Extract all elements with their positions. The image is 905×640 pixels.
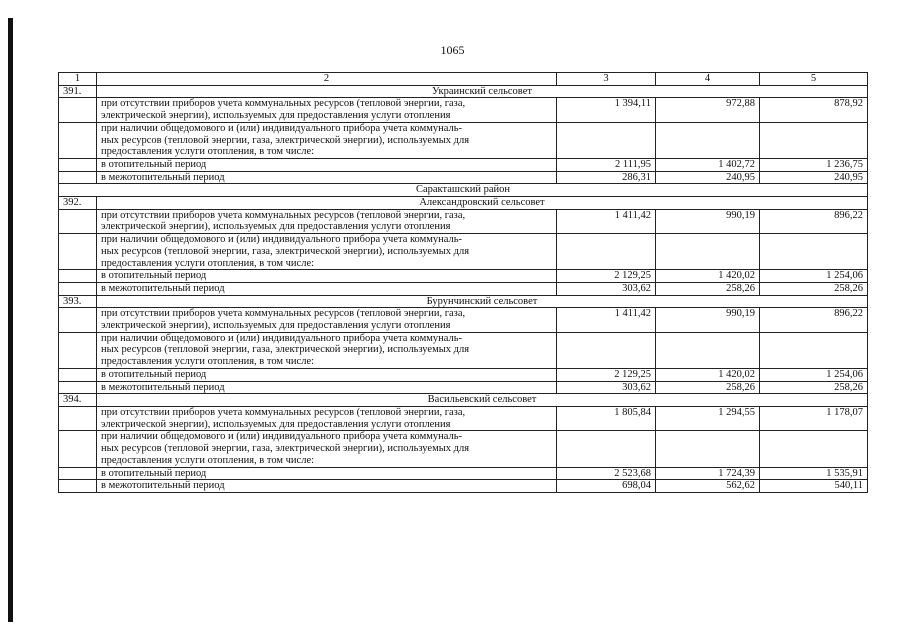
description-line: ных ресурсов (тепловой энергии, газа, электрической энергии), используемых для (101, 245, 470, 257)
value-col-5: 1 236,75 (760, 158, 868, 171)
empty-number-cell (59, 282, 97, 295)
description-line: в межотопительный период (101, 171, 225, 183)
value-col-3: 698,04 (557, 480, 656, 493)
table-row (59, 282, 868, 295)
description-line: при отсутствии приборов учета коммунальных ресурсов (тепловой энергии, газа, (101, 209, 466, 221)
description-line: в межотопительный период (101, 480, 225, 492)
empty-number-cell (59, 158, 97, 171)
empty-number-cell (59, 431, 97, 467)
header-col-2: 2 (97, 73, 557, 86)
value-col-5: 1 178,07 (760, 406, 868, 430)
value-col-5: 1 535,91 (760, 467, 868, 480)
table-row (59, 381, 868, 394)
region-name: Саракташский район (59, 184, 868, 197)
empty-number-cell (59, 480, 97, 493)
value-col-4: 1 420,02 (656, 368, 760, 381)
value-col-3: 2 111,95 (557, 158, 656, 171)
value-col-5 (760, 122, 868, 158)
description-line: при наличии общедомового и (или) индивидуального прибора учета коммуналь- (101, 234, 463, 246)
value-col-3: 286,31 (557, 171, 656, 184)
value-col-4 (656, 332, 760, 368)
empty-number-cell (59, 467, 97, 480)
row-description (97, 122, 557, 158)
empty-number-cell (59, 234, 97, 270)
settlement-name: Украинский сельсовет (97, 85, 868, 98)
header-col-4: 4 (656, 73, 760, 86)
table-row (59, 234, 868, 270)
empty-number-cell (59, 368, 97, 381)
value-col-4: 1 294,55 (656, 406, 760, 430)
value-col-5 (760, 234, 868, 270)
value-col-5: 878,92 (760, 98, 868, 122)
description-line: при наличии общедомового и (или) индивидуального прибора учета коммуналь- (101, 431, 463, 443)
value-col-3 (557, 234, 656, 270)
header-col-3: 3 (557, 73, 656, 86)
settlement-name: Васильевский сельсовет (97, 394, 868, 407)
description-line: при отсутствии приборов учета коммунальных ресурсов (тепловой энергии, газа, (101, 308, 466, 320)
table-row (59, 406, 868, 430)
empty-number-cell (59, 270, 97, 283)
description-line: ных ресурсов (тепловой энергии, газа, электрической энергии), используемых для (101, 134, 470, 146)
value-col-4: 1 420,02 (656, 270, 760, 283)
value-col-3: 303,62 (557, 282, 656, 295)
value-col-5: 1 254,06 (760, 270, 868, 283)
value-col-4 (656, 431, 760, 467)
value-col-3 (557, 122, 656, 158)
description-line: ных ресурсов (тепловой энергии, газа, электрической энергии), используемых для (101, 443, 470, 455)
value-col-5: 896,22 (760, 209, 868, 233)
description-line: предоставления услуги отопления, в том числе: (101, 146, 315, 158)
row-description (97, 480, 557, 493)
empty-number-cell (59, 122, 97, 158)
description-line: предоставления услуги отопления, в том числе: (101, 257, 315, 269)
description-line: при наличии общедомового и (или) индивидуального прибора учета коммуналь- (101, 122, 463, 134)
description-line: в межотопительный период (101, 381, 225, 393)
value-col-4: 990,19 (656, 209, 760, 233)
table-row (59, 467, 868, 480)
empty-number-cell (59, 308, 97, 332)
empty-number-cell (59, 171, 97, 184)
value-col-4: 1 402,72 (656, 158, 760, 171)
description-line: предоставления услуги отопления, в том числе: (101, 356, 315, 368)
value-col-4: 258,26 (656, 381, 760, 394)
table-row (59, 332, 868, 368)
scan-edge-bar (8, 18, 13, 622)
value-col-3: 2 129,25 (557, 368, 656, 381)
value-col-3: 2 523,68 (557, 467, 656, 480)
region-row (59, 184, 868, 197)
table-row (59, 209, 868, 233)
section-title-row (59, 394, 868, 407)
empty-number-cell (59, 209, 97, 233)
row-description (97, 209, 557, 233)
value-col-4: 990,19 (656, 308, 760, 332)
row-description (97, 332, 557, 368)
value-col-4: 258,26 (656, 282, 760, 295)
value-col-4: 562,62 (656, 480, 760, 493)
settlement-name: Александровский сельсовет (97, 197, 868, 210)
row-description (97, 431, 557, 467)
row-description (97, 270, 557, 283)
row-description (97, 381, 557, 394)
value-col-4 (656, 122, 760, 158)
page-number: 1065 (440, 43, 465, 57)
description-line: электрической энергии), используемых для предоставления услуги отопления (101, 320, 451, 332)
description-line: в отопительный период (101, 368, 207, 380)
table-body (59, 73, 868, 493)
value-col-5: 1 254,06 (760, 368, 868, 381)
value-col-5: 540,11 (760, 480, 868, 493)
header-row (59, 73, 868, 86)
item-number: 394. (59, 394, 97, 407)
table-row (59, 308, 868, 332)
description-line: электрической энергии), используемых для предоставления услуги отопления (101, 418, 451, 430)
table-row (59, 368, 868, 381)
value-col-3: 1 411,42 (557, 308, 656, 332)
description-line: электрической энергии), используемых для предоставления услуги отопления (101, 221, 451, 233)
row-description (97, 368, 557, 381)
row-description (97, 467, 557, 480)
empty-number-cell (59, 381, 97, 394)
empty-number-cell (59, 98, 97, 122)
value-col-5: 896,22 (760, 308, 868, 332)
section-title-row (59, 295, 868, 308)
item-number: 393. (59, 295, 97, 308)
description-line: в межотопительный период (101, 282, 225, 294)
description-line: при отсутствии приборов учета коммунальных ресурсов (тепловой энергии, газа, (101, 98, 466, 110)
value-col-5: 240,95 (760, 171, 868, 184)
settlement-name: Бурунчинский сельсовет (97, 295, 868, 308)
row-description (97, 308, 557, 332)
table-row (59, 270, 868, 283)
value-col-5: 258,26 (760, 282, 868, 295)
description-line: в отопительный период (101, 270, 207, 282)
row-description (97, 282, 557, 295)
empty-number-cell (59, 406, 97, 430)
row-description (97, 158, 557, 171)
section-title-row (59, 85, 868, 98)
item-number: 392. (59, 197, 97, 210)
value-col-3: 2 129,25 (557, 270, 656, 283)
table-row (59, 98, 868, 122)
value-col-5 (760, 332, 868, 368)
value-col-3: 303,62 (557, 381, 656, 394)
value-col-3 (557, 431, 656, 467)
value-col-3: 1 411,42 (557, 209, 656, 233)
empty-number-cell (59, 332, 97, 368)
table-row (59, 122, 868, 158)
value-col-4: 1 724,39 (656, 467, 760, 480)
value-col-4 (656, 234, 760, 270)
value-col-3 (557, 332, 656, 368)
table-row (59, 158, 868, 171)
value-col-5: 258,26 (760, 381, 868, 394)
value-col-5 (760, 431, 868, 467)
description-line: электрической энергии), используемых для предоставления услуги отопления (101, 110, 451, 122)
row-description (97, 171, 557, 184)
section-title-row (59, 197, 868, 210)
header-col-1: 1 (59, 73, 97, 86)
header-col-5: 5 (760, 73, 868, 86)
description-line: ных ресурсов (тепловой энергии, газа, электрической энергии), используемых для (101, 344, 470, 356)
value-col-4: 240,95 (656, 171, 760, 184)
table-row (59, 171, 868, 184)
row-description (97, 98, 557, 122)
table-row (59, 480, 868, 493)
description-line: предоставления услуги отопления, в том числе: (101, 454, 315, 466)
value-col-4: 972,88 (656, 98, 760, 122)
description-line: в отопительный период (101, 158, 207, 170)
table-row (59, 431, 868, 467)
description-line: при отсутствии приборов учета коммунальных ресурсов (тепловой энергии, газа, (101, 406, 466, 418)
item-number: 391. (59, 85, 97, 98)
description-line: в отопительный период (101, 467, 207, 479)
row-description (97, 234, 557, 270)
description-line: при наличии общедомового и (или) индивидуального прибора учета коммуналь- (101, 332, 463, 344)
value-col-3: 1 394,11 (557, 98, 656, 122)
value-col-3: 1 805,84 (557, 406, 656, 430)
tariff-table (58, 72, 868, 493)
row-description (97, 406, 557, 430)
